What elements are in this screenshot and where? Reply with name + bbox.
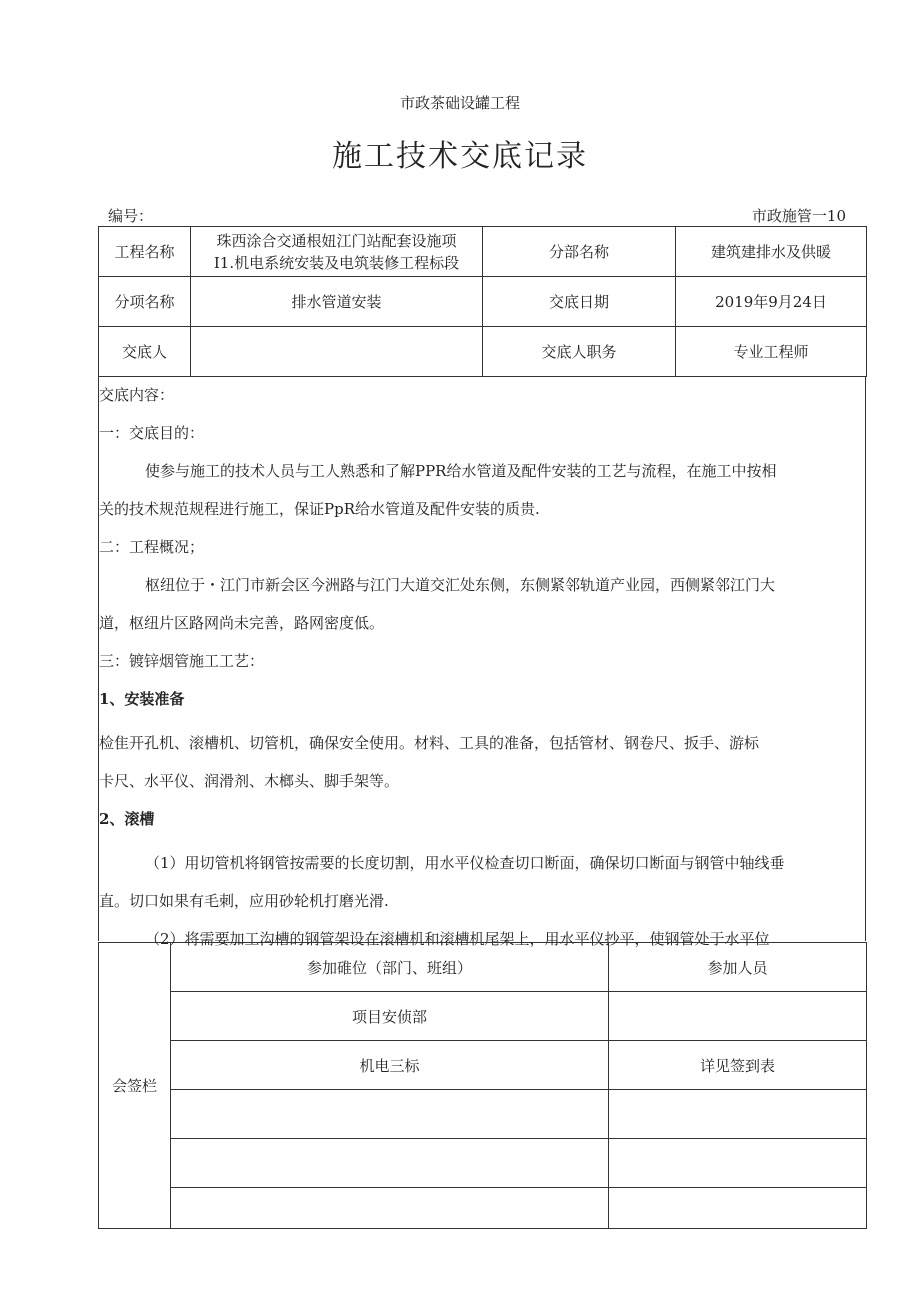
page-title: 施工技术交底记录	[332, 139, 588, 174]
section3-2-paragraph-line2: 直。切口如果有毛刺，应用砂轮机打磨光滑.	[99, 892, 389, 910]
section2-paragraph-line1: 枢纽位于・江门市新会区今洲路与江门大道交汇处东侧，东侧紧邻轨道产业园，西侧紧邻江门大	[145, 576, 776, 594]
table-row	[99, 1139, 867, 1188]
date-value: 2019年9月24日	[676, 277, 867, 327]
project-name-line1: 珠西涂合交通根妞江门站配套设施项	[216, 231, 457, 250]
section3-title: 三：镀锌烟管施工工艺：	[99, 652, 265, 670]
content-section	[98, 376, 866, 948]
project-name-label: 工程名称	[99, 227, 191, 277]
date-label: 交底日期	[483, 277, 676, 327]
signoff-unit-cell: 机电三标	[171, 1041, 609, 1090]
signoff-unit-cell	[171, 1139, 609, 1188]
signoff-table	[98, 942, 867, 1229]
table-row	[99, 1188, 867, 1229]
presenter-value	[191, 327, 483, 377]
signoff-people-cell: 详见签到表	[609, 1041, 867, 1090]
signoff-unit-cell	[171, 1188, 609, 1229]
section2-paragraph-line2: 道，枢纽片区路网尚未完善，路网密度低。	[99, 614, 385, 632]
table-row	[99, 1090, 867, 1139]
section3-1-paragraph-line2: 卡尺、水平仪、润滑剂、木榔头、脚手架等。	[99, 772, 400, 790]
signoff-people-cell	[609, 992, 867, 1041]
signoff-section-label: 会签栏	[99, 943, 171, 1229]
info-table	[98, 226, 867, 377]
number-label: 编号：	[108, 207, 154, 225]
signoff-people-cell	[609, 1139, 867, 1188]
table-row	[99, 943, 867, 992]
signoff-people-cell	[609, 1090, 867, 1139]
table-row	[99, 327, 867, 377]
section1-paragraph-line2: 关的技术规范规程进行施工，保证PpR给水管道及配件安装的质贵.	[99, 500, 540, 518]
position-value: 专业工程师	[676, 327, 867, 377]
presenter-label: 交底人	[99, 327, 191, 377]
number-value: 市政施管一10	[751, 207, 846, 225]
subitem-label: 分项名称	[99, 277, 191, 327]
signoff-unit-header: 参加碓位（部门、班组）	[171, 943, 609, 992]
project-name-value	[191, 227, 483, 277]
signoff-people-header: 参加人员	[609, 943, 867, 992]
division-label: 分部名称	[483, 227, 676, 277]
section3-1-title: 1、安装准备	[99, 690, 185, 708]
content-heading: 交底内容：	[99, 386, 175, 404]
table-row	[99, 1041, 867, 1090]
section1-title: 一：交底目的：	[99, 424, 205, 442]
position-label: 交底人职务	[483, 327, 676, 377]
subitem-value: 排水管道安装	[191, 277, 483, 327]
section3-1-paragraph-line1: 检隹开孔机、滚槽机、切管机，确保安全使用。材料、工具的准备，包括管材、钢卷尺、扳手、游标	[99, 734, 760, 752]
section1-paragraph-line1: 使参与施工的技术人员与工人熟悉和了解PPR给水管道及配件安装的工艺与流程，在施工中按相	[145, 462, 777, 480]
table-row	[99, 992, 867, 1041]
signoff-unit-cell	[171, 1090, 609, 1139]
table-row	[99, 277, 867, 327]
signoff-unit-cell: 项目安侦部	[171, 992, 609, 1041]
section3-2-paragraph-line1: （1）用切管机将钢管按需要的长度切割，用水平仪检查切口断面，确保切口断面与钢管中轴线垂	[145, 854, 785, 872]
section3-2-paragraph-line3: （2）将需要加工沟槽的钢管架设在滚槽机和滚槽机尾架上，用水平仪抄平，使钢管处于水平位	[145, 930, 770, 948]
division-value: 建筑建排水及供暖	[676, 227, 867, 277]
project-name-line2: I1.机电系统安装及电筑装修工程标段	[213, 253, 460, 272]
signoff-people-cell	[609, 1188, 867, 1229]
section3-2-title: 2、滚槽	[99, 810, 155, 828]
section2-title: 二：工程概况；	[99, 538, 205, 556]
project-subtitle: 市政茶础设罐工程	[399, 94, 520, 112]
table-row	[99, 227, 867, 277]
